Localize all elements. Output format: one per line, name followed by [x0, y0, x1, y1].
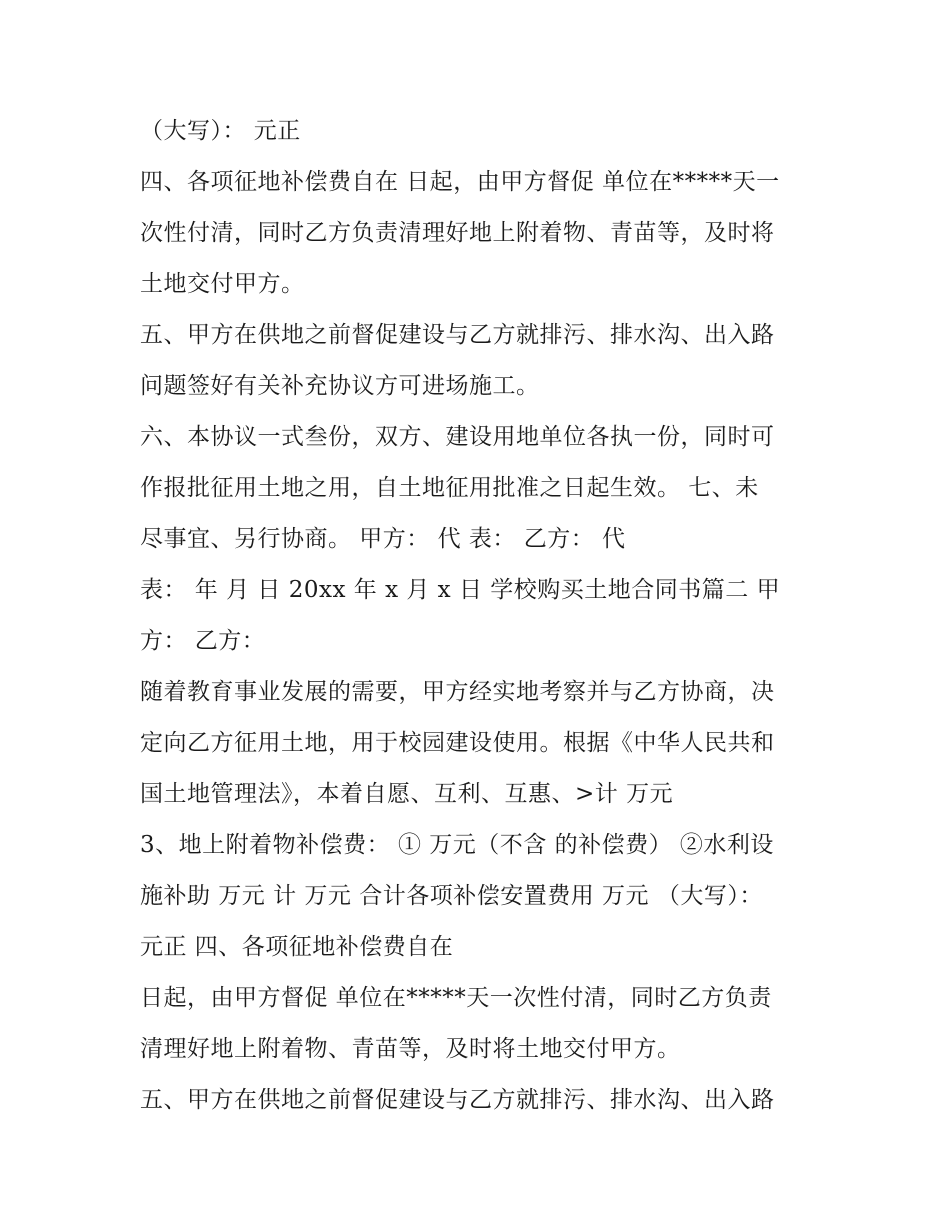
text-line: 问题签好有关补充协议方可进场施工。 [140, 373, 540, 399]
text-line: 六、本协议一式叁份，双方、建设用地单位各执一份，同时可 [140, 424, 775, 450]
text-line: 五、甲方在供地之前督促建设与乙方就排污、排水沟、出入路 [140, 322, 775, 348]
text-line: 3、地上附着物补偿费： ① 万元（不含 的补偿费） ②水利设 [140, 832, 774, 858]
text-line: 四、各项征地补偿费自在 日起，由甲方督促 单位在*****天一 [140, 169, 780, 195]
text-line: 随着教育事业发展的需要，甲方经实地考察并与乙方协商，决 [140, 679, 775, 705]
text-line: 作报批征用土地之用，自土地征用批准之日起生效。 七、未 [140, 475, 759, 501]
text-line: 施补助 万元 计 万元 合计各项补偿安置费用 万元 （大写）： [140, 883, 763, 909]
text-line: 五、甲方在供地之前督促建设与乙方就排污、排水沟、出入路 [140, 1087, 775, 1113]
text-line: 次性付清，同时乙方负责清理好地上附着物、青苗等，及时将 [140, 220, 775, 246]
text-line: 尽事宜、另行协商。 甲方： 代 表： 乙方： 代 [140, 526, 626, 552]
text-line: 方： 乙方： [140, 628, 266, 654]
text-line: 国土地管理法》，本着自愿、互利、互惠、>计 万元 [140, 781, 674, 807]
text-line: 日起，由甲方督促 单位在*****天一次性付清，同时乙方负责 [140, 985, 772, 1011]
text-line: 土地交付甲方。 [140, 271, 305, 297]
text-line: （大写）： 元正 [140, 118, 301, 144]
text-line: 表： 年 月 日 20xx 年 x 月 x 日 学校购买土地合同书篇二 甲 [140, 577, 781, 603]
text-line: 清理好地上附着物、青苗等，及时将土地交付甲方。 [140, 1036, 681, 1062]
text-line: 定向乙方征用土地，用于校园建设使用。根据《中华人民共和 [140, 730, 775, 756]
text-line: 元正 四、各项征地补偿费自在 [140, 934, 454, 960]
document-body [140, 106, 820, 1126]
